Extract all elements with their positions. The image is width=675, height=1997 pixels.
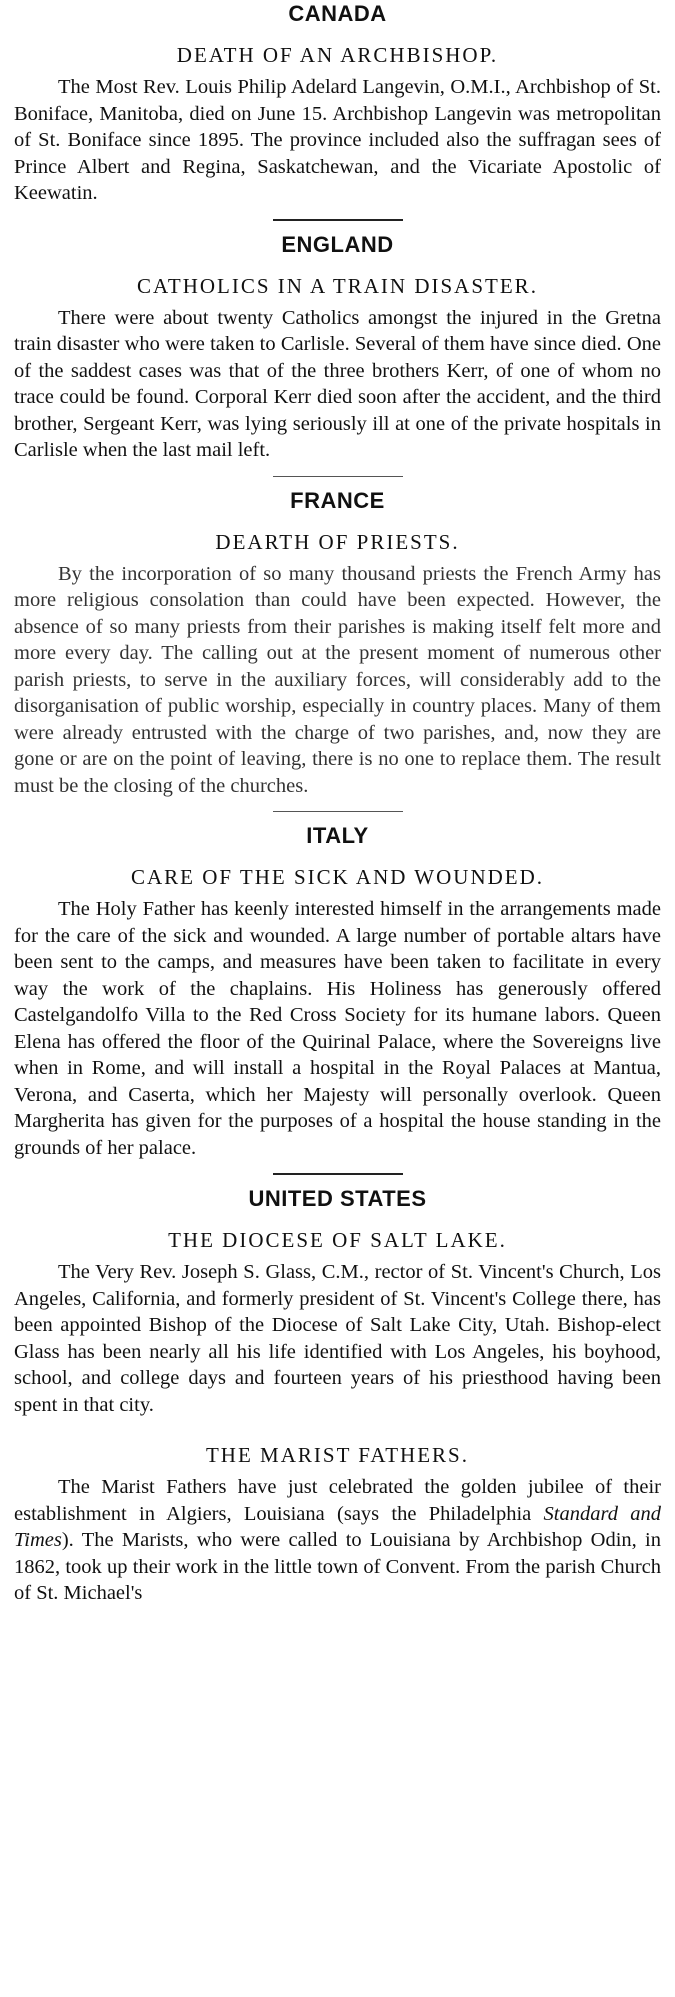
country-heading-france: FRANCE	[290, 487, 385, 513]
article-body-marist	[14, 1474, 661, 1607]
article-body-england: There were about twenty Catholics amongst the injured in the Gretna train disaster who were taken to Carlisle. Several of them have since died. One of the saddest cases was that of the three brothers Kerr, of one of whom no trace could be found. Corporal Kerr died soon after the accident, and the third brother, Sergeant Kerr, was lying seriously ill at one of the private hospitals in Carlisle when the last mail left.	[14, 306, 661, 461]
article-body-marist-part1: The Marist Fathers have just celebrated the golden jubilee of their establishment in Algiers, Louisiana (says the Philadelphia	[14, 1476, 661, 1525]
section-canada	[14, 0, 661, 207]
section-divider	[273, 476, 403, 477]
country-heading-england: ENGLAND	[281, 231, 394, 257]
country-heading-italy: ITALY	[306, 823, 369, 848]
article-headline-salt-lake: THE DIOCESE OF SALT LAKE.	[168, 1228, 507, 1252]
article-body-italy: The Holy Father has keenly interested himself in the arrangements made for the care of the sick and wounded. A large number of portable altars have been sent to the camps, and measures have been taken to facilitate in every way the work of the chaplains. His Holiness has generously offered Castelgandolfo Villa to the Red Cross Society for its humane labors. Queen Elena has offered the floor of the Quirinal Palace, where the Sovereigns live when in Rome, and will install a hospital in the Royal Palaces at Mantua, Verona, and Caserta, which her Majesty will personally overlook. Queen Margherita has given for the purposes of a hospital the house standing in the grounds of her palace.	[14, 898, 661, 1159]
article-headline-marist: THE MARIST FATHERS.	[205, 1443, 469, 1467]
section-united-states	[14, 1185, 661, 1607]
article-headline-italy: CARE OF THE SICK AND WOUNDED.	[130, 865, 545, 889]
section-divider	[273, 811, 403, 812]
article-body-marist-part2: ). The Marists, who were called to Louisiana by Archbishop Odin, in 1862, took up their work in the little town of Convent. From the parish Church of St. Michael's	[14, 1529, 661, 1604]
article-body-canada: The Most Rev. Louis Philip Adelard Langevin, O.M.I., Archbishop of St. Boniface, Manitoba, died on June 15. Archbishop Langevin was metropolitan of St. Boniface since 1895. The province included also the suffragan sees of Prince Albert and Regina, Saskatchewan, and the Vicariate Apostolic of Keewatin.	[14, 76, 661, 204]
newspaper-title-italic: Standard and Times	[14, 1502, 661, 1551]
section-england	[14, 231, 661, 464]
section-divider	[273, 1173, 403, 1175]
article-body-france: By the incorporation of so many thousand priests the French Army has more religious consolation than could have been expected. However, the absence of so many priests from their parishes is making itself felt more and more every day. The calling out at the present moment of numerous other parish priests, to serve in the auxiliary forces, will considerably add to the disorganisation of public worship, especially in country places. Many of them were already entrusted with the charge of two parishes, and, now they are gone or are on the point of leaving, there is no one to replace them. The result must be the closing of the churches.	[14, 562, 661, 797]
article-headline-canada: DEATH OF AN ARCHBISHOP.	[176, 43, 499, 67]
country-heading-united-states: UNITED STATES	[248, 1186, 427, 1211]
country-heading-canada: CANADA	[288, 1, 387, 26]
section-italy	[14, 822, 661, 1161]
article-body-salt-lake: The Very Rev. Joseph S. Glass, C.M., rector of St. Vincent's Church, Los Angeles, California, and formerly president of St. Vincent's College there, has been appointed Bishop of the Diocese of Salt Lake City, Utah. Bishop-elect Glass has been nearly all his life identified with Los Angeles, his boyhood, school, and college days and fourteen years of his priesthood having been spent in that city.	[14, 1261, 661, 1416]
article-headline-england: CATHOLICS IN A TRAIN DISASTER.	[137, 273, 538, 298]
article-headline-france: DEARTH OF PRIESTS.	[215, 529, 460, 554]
section-divider	[273, 219, 403, 221]
section-france	[14, 487, 661, 800]
